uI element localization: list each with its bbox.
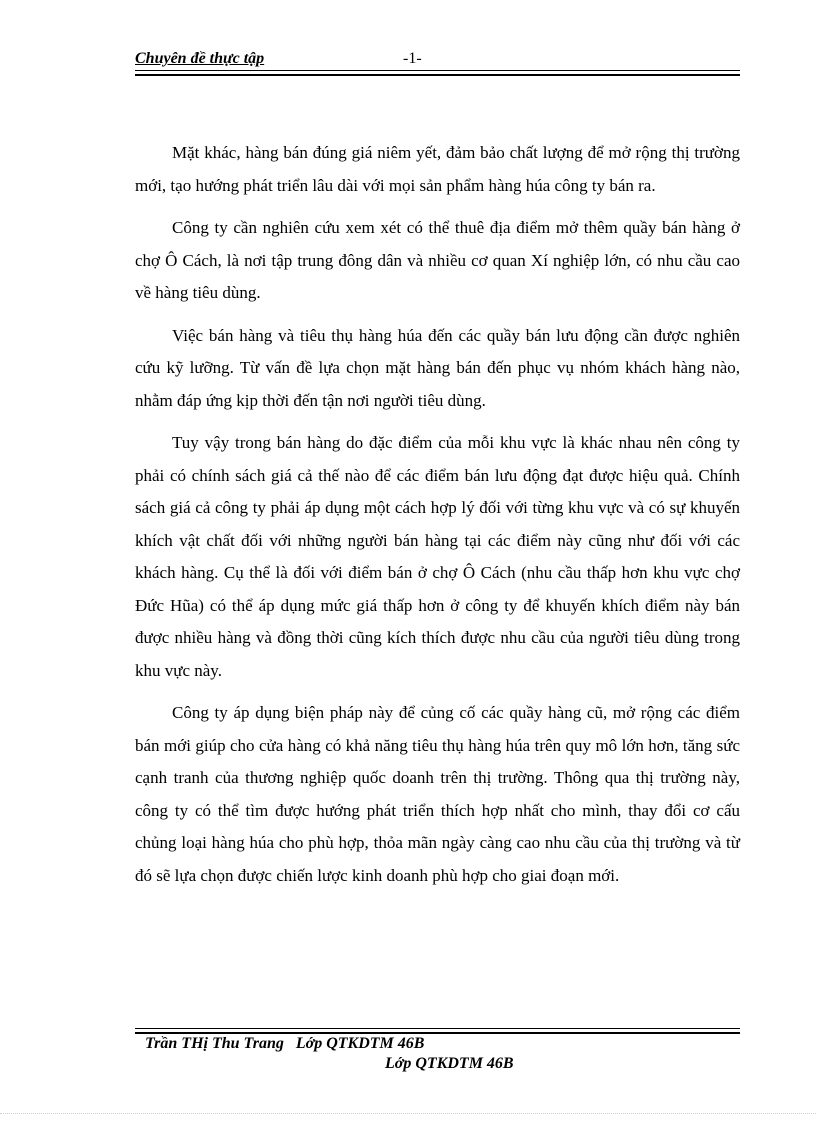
footer-rule xyxy=(135,1028,740,1034)
author-name: Trần THị Thu Trang xyxy=(145,1035,284,1052)
paragraph: Mặt khác, hàng bán đúng giá niêm yết, đảm bảo chất lượng để mở rộng thị trường mới, tạo hướng phát triển lâu dài với mọi sản phẩm hàng húa công ty bán ra. xyxy=(135,143,740,195)
paragraph: Việc bán hàng và tiêu thụ hàng húa đến các quầy bán lưu động cần được nghiên cứu kỹ lưỡng. Từ vấn đề lựa chọn mặt hàng bán đến phục vụ nhóm khách hàng nào, nhằm đáp ứng kịp thời đến tận nơi người tiêu dùng. xyxy=(135,325,740,410)
page-edge-divider xyxy=(0,1113,816,1114)
header-rule xyxy=(135,70,740,76)
paragraph: Công ty cần nghiên cứu xem xét có thể thuê địa điểm mở thêm quầy bán hàng ở chợ Ô Cách, là nơi tập trung đông dân và nhiều cơ quan Xí nghiệp lớn, có nhu cầu cao về hàng tiêu dùng. xyxy=(135,218,740,302)
document-body xyxy=(135,137,740,902)
document-title: Chuyên đề thực tập xyxy=(135,50,265,67)
paragraph: Tuy vậy trong bán hàng do đặc điểm của mỗi khu vực là khác nhau nên công ty phải có chính sách giá cả thế nào để các điểm bán lưu động đạt được hiệu quả. Chính sách giá cả công ty phải áp dụng một cách hợp lý đối với từng khu vực và có sự khuyến khích vật chất đối với những người bán hàng tại các điểm này cũng như đối với các khách hàng. Cụ thể là đối với điểm bán ở chợ Ô Cách (nhu cầu thấp hơn khu vực chợ Đức Hũa) có thể áp dụng mức giá thấp hơn ở công ty để khuyến khích điểm này bán được nhiều hàng và đồng thời cũng kích thích được nhu cầu của người tiêu dùng trong khu vực này. xyxy=(135,433,740,680)
footer-author-line xyxy=(145,1035,424,1053)
class-name: Lớp QTKDTM 46B xyxy=(295,1035,425,1052)
page-header xyxy=(135,50,740,70)
page-number: -1- xyxy=(403,50,422,67)
footer-class-repeat: Lớp QTKDTM 46B xyxy=(385,1055,514,1072)
paragraph: Công ty áp dụng biện pháp này để củng cố các quầy hàng cũ, mở rộng các điểm bán mới giúp cho cửa hàng có khả năng tiêu thụ hàng húa trên quy mô lớn hơn, tăng sức cạnh tranh của thương nghiệp quốc doanh trên thị trường. Thông qua thị trường này, công ty có thể tìm được hướng phát triển thích hợp nhất cho mình, thay đổi cơ cấu chủng loại hàng húa cho phù hợp, thỏa mãn ngày càng cao nhu cầu của thị trường và từ đó sẽ lựa chọn được chiến lược kinh doanh phù hợp cho giai đoạn mới. xyxy=(135,703,740,885)
